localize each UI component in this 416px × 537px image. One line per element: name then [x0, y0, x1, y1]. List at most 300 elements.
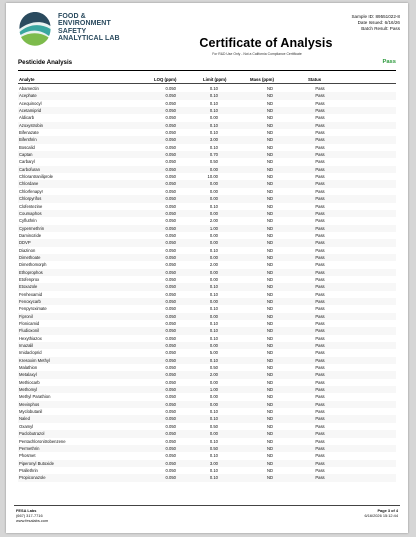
mass-cell: ND [266, 291, 274, 297]
status-cell: Pass [315, 276, 325, 282]
status-cell: Pass [315, 254, 325, 260]
section-result-badge: Pass [382, 59, 396, 65]
limit-cell: 0.10 [209, 306, 218, 312]
limit-cell: 0.10 [209, 203, 218, 209]
limit-cell: 0.00 [209, 343, 218, 349]
limit-cell: 0.10 [209, 328, 218, 334]
table-row [18, 467, 396, 474]
mass-cell: ND [266, 115, 274, 121]
analyte-cell: Flonicamid [19, 321, 40, 326]
status-cell: Pass [315, 284, 325, 290]
mass-cell: ND [266, 137, 274, 143]
status-cell: Pass [315, 181, 325, 187]
status-cell: Pass [315, 291, 325, 297]
limit-cell: 0.10 [209, 335, 218, 341]
limit-cell: 0.10 [209, 93, 218, 99]
table-row [18, 122, 396, 129]
mass-cell: ND [266, 254, 274, 260]
mass-cell: ND [266, 460, 274, 466]
status-cell: Pass [315, 313, 325, 319]
table-row [18, 276, 396, 283]
analyte-cell: Metalaxyl [19, 372, 37, 378]
table-row [18, 415, 396, 422]
status-cell: Pass [315, 438, 325, 444]
analyte-cell: Naled [19, 416, 30, 422]
limit-cell: 0.00 [209, 240, 218, 246]
loq-cell: 0.050 [165, 313, 176, 319]
mass-cell: ND [266, 262, 274, 268]
table-row [18, 114, 396, 121]
analyte-cell: Azoxystrobin [19, 122, 43, 128]
loq-cell: 0.050 [165, 409, 176, 415]
limit-cell: 0.10 [209, 467, 218, 473]
limit-cell: 0.50 [209, 365, 218, 371]
status-cell: Pass [315, 137, 325, 143]
analyte-cell: Chlorfenapyr [19, 188, 43, 194]
limit-cell: 0.10 [209, 100, 218, 106]
loq-cell: 0.050 [165, 115, 176, 121]
mass-cell: ND [266, 159, 274, 165]
analyte-cell: Acephate [19, 93, 37, 99]
table-row [18, 423, 396, 430]
analyte-cell: Acetamiprid [19, 108, 42, 114]
limit-cell: 0.10 [209, 321, 218, 326]
table-row [18, 232, 396, 239]
mass-cell: ND [266, 328, 274, 334]
analyte-cell: Aldicarb [19, 115, 35, 121]
page-subtitle: For R&D Use Only - Not a California Compliance Certificate [212, 52, 302, 56]
analyte-cell: Imidacloprid [19, 350, 42, 356]
status-cell: Pass [315, 343, 325, 349]
limit-cell: 1.00 [209, 387, 218, 393]
status-cell: Pass [315, 372, 325, 378]
table-row [18, 371, 396, 378]
certificate-page [6, 3, 408, 533]
status-cell: Pass [315, 218, 325, 224]
loq-cell: 0.050 [165, 475, 176, 481]
limit-cell: 0.10 [209, 438, 218, 444]
loq-cell: 0.050 [165, 232, 176, 238]
table-row [18, 401, 396, 408]
limit-cell: 0.00 [209, 276, 218, 282]
footer-contact [16, 508, 48, 523]
status-cell: Pass [315, 93, 325, 99]
loq-cell: 0.050 [165, 365, 176, 371]
analyte-cell: Chlordane [19, 181, 39, 187]
mass-cell: ND [266, 130, 274, 136]
table-row [18, 283, 396, 290]
limit-cell: 1.00 [209, 225, 218, 231]
analyte-cell: Chlorpyrifos [19, 196, 42, 202]
status-cell: Pass [315, 387, 325, 393]
mass-cell: ND [266, 203, 274, 209]
analyte-cell: Boscalid [19, 144, 35, 150]
mass-cell: ND [266, 467, 274, 473]
footer-website: www.fesalabs.com [16, 518, 49, 523]
analyte-cell: Diazinon [19, 247, 36, 253]
mass-cell: ND [266, 232, 274, 238]
status-cell: Pass [315, 100, 325, 106]
status-cell: Pass [315, 467, 325, 473]
limit-cell: 0.00 [209, 188, 218, 194]
limit-cell: 0.00 [209, 166, 218, 172]
mass-cell: ND [266, 445, 274, 451]
table-row [18, 225, 396, 232]
limit-cell: 0.10 [209, 144, 218, 150]
table-row [18, 313, 396, 320]
loq-cell: 0.050 [165, 174, 176, 180]
logo-line: FOOD & [58, 13, 86, 20]
loq-cell: 0.050 [165, 262, 176, 268]
logo-line: ENVIRONMENT [58, 20, 111, 28]
table-row [18, 85, 396, 92]
status-cell: Pass [315, 108, 325, 114]
loq-cell: 0.050 [165, 130, 176, 136]
table-row [18, 158, 396, 165]
footer-divider [14, 505, 400, 506]
sample-info [351, 14, 400, 33]
table-row [18, 136, 396, 143]
mass-cell: ND [266, 247, 274, 253]
status-cell: Pass [315, 144, 325, 150]
status-cell: Pass [315, 240, 325, 246]
loq-cell: 0.050 [165, 438, 176, 444]
limit-cell: 0.10 [209, 108, 218, 114]
analyte-cell: Coumaphos [19, 210, 42, 216]
mass-cell: ND [266, 438, 274, 444]
loq-cell: 0.050 [165, 137, 176, 143]
limit-cell: 0.10 [209, 453, 218, 459]
column-header-mass: Mass (ppm) [250, 77, 274, 82]
limit-cell: 0.00 [209, 254, 218, 260]
loq-cell: 0.050 [165, 247, 176, 253]
table-row [18, 342, 396, 349]
table-row [18, 247, 396, 254]
mass-cell: ND [266, 306, 274, 312]
loq-cell: 0.050 [165, 122, 176, 128]
analyte-cell: Bifenthrin [19, 137, 37, 143]
table-row [18, 173, 396, 180]
loq-cell: 0.050 [165, 328, 176, 334]
limit-cell: 0.00 [209, 298, 218, 304]
analyte-cell: Dimethomorph [19, 262, 47, 268]
status-cell: Pass [315, 453, 325, 459]
table-row [18, 195, 396, 202]
limit-cell: 0.00 [209, 232, 218, 238]
status-cell: Pass [315, 401, 325, 407]
analyte-cell: Daminozide [19, 232, 42, 238]
loq-cell: 0.050 [165, 350, 176, 356]
status-cell: Pass [315, 321, 325, 326]
table-row [18, 445, 396, 452]
table-row [18, 254, 396, 261]
loq-cell: 0.050 [165, 416, 176, 422]
logo-line: ANALYTICAL LAB [58, 35, 120, 43]
pesticide-table-body [18, 85, 396, 482]
limit-cell: 0.50 [209, 159, 218, 165]
limit-cell: 0.10 [209, 475, 218, 481]
mass-cell: ND [266, 122, 274, 128]
limit-cell: 3.00 [209, 460, 218, 466]
table-row [18, 364, 396, 371]
status-cell: Pass [315, 247, 325, 253]
mass-cell: ND [266, 276, 274, 282]
table-row [18, 180, 396, 187]
analyte-cell: Mevinphos [19, 401, 40, 407]
analyte-cell: Methomyl [19, 387, 38, 393]
mass-cell: ND [266, 335, 274, 341]
limit-cell: 0.00 [209, 269, 218, 275]
mass-cell: ND [266, 225, 274, 231]
analyte-cell: Paclobutrazol [19, 431, 45, 437]
status-cell: Pass [315, 122, 325, 128]
mass-cell: ND [266, 269, 274, 275]
mass-cell: ND [266, 431, 274, 437]
loq-cell: 0.050 [165, 166, 176, 172]
table-row [18, 430, 396, 437]
analyte-cell: Fenhexamid [19, 291, 43, 297]
status-cell: Pass [315, 188, 325, 194]
analyte-cell: Carbofuran [19, 166, 40, 172]
table-row [18, 460, 396, 467]
page-number: Page 3 of 4 [377, 508, 398, 513]
table-row [18, 269, 396, 276]
analyte-cell: Myclobutanil [19, 409, 43, 415]
loq-cell: 0.050 [165, 144, 176, 150]
mass-cell: ND [266, 210, 274, 216]
loq-cell: 0.050 [165, 343, 176, 349]
mass-cell: ND [266, 218, 274, 224]
footer-timestamp: 6/16/2026 15:12:44 [364, 513, 398, 518]
table-row [18, 188, 396, 195]
limit-cell: 0.10 [209, 357, 218, 363]
status-cell: Pass [315, 196, 325, 202]
status-cell: Pass [315, 379, 325, 385]
table-row [18, 107, 396, 114]
analyte-cell: Fenpyroximate [19, 306, 47, 312]
limit-cell: 0.00 [209, 210, 218, 216]
loq-cell: 0.050 [165, 86, 176, 91]
limit-cell: 0.10 [209, 130, 218, 136]
status-cell: Pass [315, 159, 325, 165]
limit-cell: 0.00 [209, 196, 218, 202]
analyte-cell: Pentachloronitrobenzene [19, 438, 66, 444]
limit-cell: 2.00 [209, 218, 218, 224]
table-row [18, 349, 396, 356]
status-cell: Pass [315, 409, 325, 415]
loq-cell: 0.050 [165, 379, 176, 385]
analyte-cell: Cypermethrin [19, 225, 45, 231]
loq-cell: 0.050 [165, 306, 176, 312]
status-cell: Pass [315, 423, 325, 429]
status-cell: Pass [315, 166, 325, 172]
table-row [18, 357, 396, 364]
limit-cell: 0.00 [209, 115, 218, 121]
loq-cell: 0.050 [165, 276, 176, 282]
analyte-cell: Methyl Parathion [19, 394, 51, 400]
limit-cell: 0.00 [209, 431, 218, 437]
analyte-cell: Piperonyl Butoxide [19, 460, 54, 466]
status-cell: Pass [315, 328, 325, 334]
analyte-cell: Cyfluthrin [19, 218, 37, 224]
loq-cell: 0.050 [165, 401, 176, 407]
mass-cell: ND [266, 284, 274, 290]
mass-cell: ND [266, 423, 274, 429]
analyte-cell: Permethrin [19, 445, 40, 451]
page-title: Certificate of Analysis [199, 36, 333, 50]
status-cell: Pass [315, 431, 325, 437]
mass-cell: ND [266, 401, 274, 407]
table-row [18, 210, 396, 217]
mass-cell: ND [266, 144, 274, 150]
status-cell: Pass [315, 210, 325, 216]
status-cell: Pass [315, 475, 325, 481]
status-cell: Pass [315, 365, 325, 371]
mass-cell: ND [266, 475, 274, 481]
column-header-analyte: Analyte [19, 77, 35, 82]
limit-cell: 0.10 [209, 409, 218, 415]
mass-cell: ND [266, 387, 274, 393]
column-header-status: Status [308, 77, 322, 82]
limit-cell: 0.50 [209, 423, 218, 429]
analyte-cell: DDVP [19, 240, 31, 246]
analyte-cell: Kresoxim Methyl [19, 357, 50, 363]
limit-cell: 0.70 [209, 152, 218, 158]
sample-id: Sample ID: 89551022-8 [351, 14, 400, 19]
analyte-cell: Prallethrin [19, 467, 38, 473]
date-issued: Date Issued: 6/16/26 [357, 20, 400, 26]
limit-cell: 10.00 [207, 174, 218, 180]
mass-cell: ND [266, 321, 274, 326]
loq-cell: 0.050 [165, 181, 176, 187]
mass-cell: ND [266, 313, 274, 319]
footer-lab-name: FESA Labs [16, 508, 37, 513]
mass-cell: ND [266, 108, 274, 114]
loq-cell: 0.050 [165, 298, 176, 304]
mass-cell: ND [266, 343, 274, 349]
analyte-cell: Chlorantraniliprole [19, 174, 53, 180]
table-row [18, 203, 396, 210]
status-cell: Pass [315, 350, 325, 356]
loq-cell: 0.050 [165, 100, 176, 106]
footer-phone: (667) 317-7716 [16, 513, 43, 518]
status-cell: Pass [315, 115, 325, 121]
limit-cell: 0.10 [209, 247, 218, 253]
analyte-cell: Captan [19, 152, 33, 158]
table-row [18, 408, 396, 415]
table-row [18, 320, 396, 327]
loq-cell: 0.050 [165, 254, 176, 260]
loq-cell: 0.050 [165, 225, 176, 231]
analyte-cell: Acequinocyl [19, 100, 42, 106]
loq-cell: 0.050 [165, 372, 176, 378]
table-row [18, 92, 396, 99]
analyte-cell: Fenoxycarb [19, 298, 41, 304]
loq-cell: 0.050 [165, 218, 176, 224]
loq-cell: 0.050 [165, 159, 176, 165]
analyte-cell: Imazalil [19, 343, 34, 349]
limit-cell: 0.00 [209, 394, 218, 400]
status-cell: Pass [315, 86, 325, 91]
column-header-loq: LOQ (ppm) [154, 77, 177, 82]
analyte-cell: Bifenazate [19, 130, 39, 136]
table-row [18, 129, 396, 136]
limit-cell: 0.10 [209, 416, 218, 422]
mass-cell: ND [266, 357, 274, 363]
analyte-cell: Fipronil [19, 313, 33, 319]
table-row [18, 379, 396, 386]
status-cell: Pass [315, 225, 325, 231]
loq-cell: 0.050 [165, 152, 176, 158]
status-cell: Pass [315, 232, 325, 238]
mass-cell: ND [266, 240, 274, 246]
loq-cell: 0.050 [165, 269, 176, 275]
status-cell: Pass [315, 203, 325, 209]
table-row [18, 217, 396, 224]
mass-cell: ND [266, 365, 274, 371]
table-header [18, 76, 396, 84]
column-header-limit: Limit (ppm) [203, 77, 227, 82]
table-row [18, 166, 396, 173]
status-cell: Pass [315, 174, 325, 180]
loq-cell: 0.050 [165, 93, 176, 99]
mass-cell: ND [266, 196, 274, 202]
loq-cell: 0.050 [165, 467, 176, 473]
mass-cell: ND [266, 174, 274, 180]
section-divider [18, 70, 396, 71]
section-title: Pesticide Analysis [18, 59, 73, 66]
loq-cell: 0.050 [165, 453, 176, 459]
analyte-cell: Oxamyl [19, 423, 34, 429]
status-cell: Pass [315, 130, 325, 136]
limit-cell: 0.00 [209, 401, 218, 407]
loq-cell: 0.050 [165, 196, 176, 202]
loq-cell: 0.050 [165, 423, 176, 429]
analyte-cell: Phosmet [19, 453, 36, 459]
mass-cell: ND [266, 86, 274, 91]
mass-cell: ND [266, 379, 274, 385]
status-cell: Pass [315, 394, 325, 400]
table-row [18, 239, 396, 246]
analyte-cell: Ethoprophos [19, 269, 43, 275]
status-cell: Pass [315, 152, 325, 158]
table-row [18, 438, 396, 445]
limit-cell: 5.00 [209, 350, 218, 356]
table-row [18, 261, 396, 268]
limit-cell: 0.00 [209, 379, 218, 385]
loq-cell: 0.050 [165, 188, 176, 194]
status-cell: Pass [315, 357, 325, 363]
mass-cell: ND [266, 409, 274, 415]
mass-cell: ND [266, 453, 274, 459]
table-row [18, 474, 396, 481]
table-row [18, 335, 396, 342]
mass-cell: ND [266, 100, 274, 106]
batch-result: Batch Result: Pass [361, 26, 400, 32]
limit-cell: 0.10 [209, 86, 218, 91]
limit-cell: 0.00 [209, 313, 218, 319]
status-cell: Pass [315, 335, 325, 341]
table-row [18, 386, 396, 393]
loq-cell: 0.050 [165, 291, 176, 297]
mass-cell: ND [266, 350, 274, 356]
table-row [18, 151, 396, 158]
analyte-cell: Dimethoate [19, 254, 41, 260]
limit-cell: 0.50 [209, 445, 218, 451]
table-row [18, 393, 396, 400]
analyte-cell: Etofenprox [19, 276, 40, 282]
limit-cell: 2.00 [209, 262, 218, 268]
